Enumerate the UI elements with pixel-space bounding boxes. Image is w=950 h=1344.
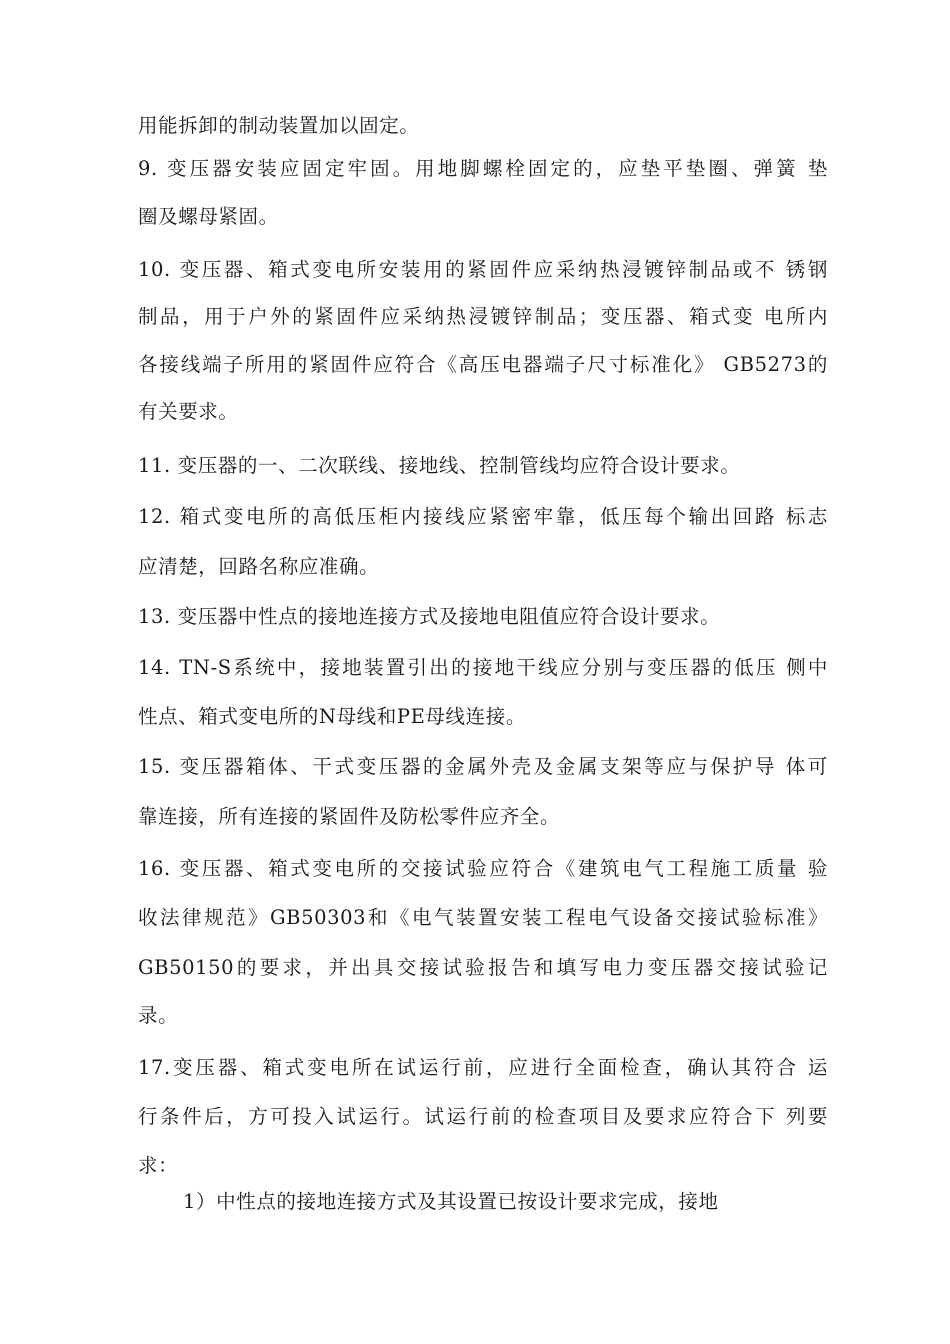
text-line: GB50150的要求，并出具交接试验报告和填写电力变压器交接试验记 — [138, 956, 828, 979]
text-line: 录。 — [138, 1004, 179, 1027]
text-line: 性点、箱式变电所的N母线和PE母线连接。 — [138, 705, 526, 728]
text-line: 10. 变压器、箱式变电所安装用的紧固件应采纳热浸镀锌制品或不 锈钢 — [138, 258, 828, 281]
text-line: 16. 变压器、箱式变电所的交接试验应符合《建筑电气工程施工质量 验 — [138, 857, 828, 880]
text-line: 15. 变压器箱体、干式变压器的金属外壳及金属支架等应与保护导 体可 — [138, 755, 828, 778]
text-line: 12. 箱式变电所的高低压柜内接线应紧密牢靠，低压每个输出回路 标志 — [138, 505, 828, 528]
text-line: 收法律规范》GB50303和《电气装置安装工程电气设备交接试验标准》 — [138, 906, 828, 929]
text-line: 制品，用于户外的紧固件应采纳热浸镀锌制品；变压器、箱式变 电所内 — [138, 305, 828, 328]
text-line: 有关要求。 — [138, 400, 239, 423]
text-line: 17.变压器、箱式变电所在试运行前，应进行全面检查，确认其符合 运 — [138, 1056, 828, 1079]
text-line: 14. TN-S系统中，接地装置引出的接地干线应分别与变压器的低压 侧中 — [138, 656, 828, 679]
text-line: 各接线端子所用的紧固件应符合《高压电器端子尺寸标准化》 GB5273的 — [138, 353, 828, 376]
text-line: 行条件后，方可投入试运行。试运行前的检查项目及要求应符合下 列要 — [138, 1105, 828, 1128]
text-line: 靠连接，所有连接的紧固件及防松零件应齐全。 — [138, 805, 561, 828]
text-line: 圈及螺母紧固。 — [138, 205, 279, 228]
text-line: 9. 变压器安装应固定牢固。用地脚螺栓固定的，应垫平垫圈、弹簧 垫 — [138, 157, 828, 180]
list-item: 1）中性点的接地连接方式及其设置已按设计要求完成，接地 — [183, 1190, 719, 1213]
text-line: 用能拆卸的制动装置加以固定。 — [138, 114, 420, 137]
text-line: 求： — [138, 1154, 179, 1177]
text-line: 应清楚，回路名称应准确。 — [138, 555, 380, 578]
text-line: 11. 变压器的一、二次联线、接地线、控制管线均应符合设计要求。 — [138, 454, 741, 477]
text-line: 13. 变压器中性点的接地连接方式及接地电阻值应符合设计要求。 — [138, 605, 721, 628]
